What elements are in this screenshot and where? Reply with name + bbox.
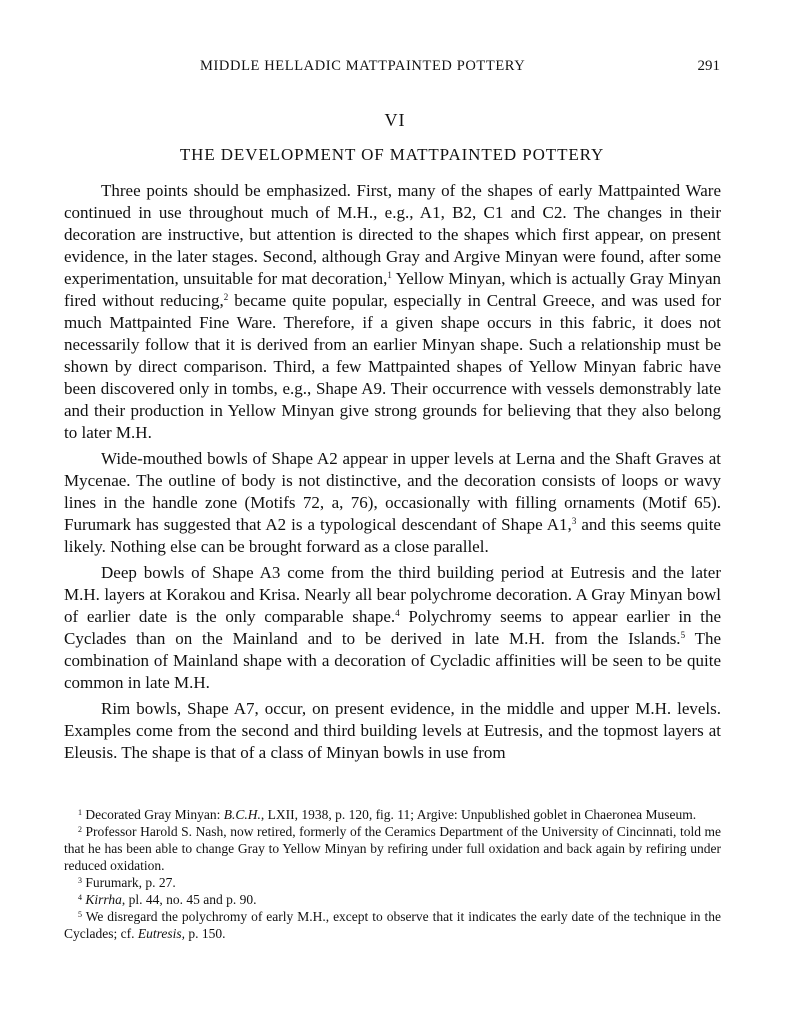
paragraph-text: Three points should be emphasized. First, many of the shapes of early Mattpainted Ware continued in use throughout much of M.H., e.g., A1, B2, C1 and C2. The changes in their decoration are instructive, but attention is directed to the shapes which first appear, on present evidence, in the later stages. Second, although Gray and Argive Minyan were found, after some experimentation, unsuitable for mat decoration, [64, 181, 721, 288]
footnote-text: p. 150. [184, 926, 226, 941]
paragraph-text: Wide-mouthed bowls of Shape A2 appear in upper levels at Lerna and the Shaft Graves at Mycenae. The outline of body is not distinctive, and the decoration consists of loops or wavy lines in the handle zone (Motifs 72, a, 76), occasionally with filling ornaments (Motif 65). Furumark has suggested that A2 is a typological descendant of Shape A1, [64, 449, 721, 534]
footnote-text: We disregard the polychromy of early M.H., except to observe that it indicates the early date of the technique in the Cyclades; cf. [64, 909, 721, 941]
footnote-ref-4[interactable]: 4 [395, 608, 400, 618]
page-number: 291 [697, 58, 720, 74]
footnote-ref-5[interactable]: 5 [680, 630, 686, 640]
footnote-text: Decorated Gray Minyan: [82, 807, 224, 822]
section-title: THE DEVELOPMENT OF MATTPAINTED POTTERY [179, 145, 605, 164]
footnote-text: Furumark, p. 27. [82, 875, 176, 890]
footnote-ref-1[interactable]: 1 [387, 270, 392, 280]
footnote-4 [64, 891, 721, 908]
footnote-number: 5 [78, 910, 82, 919]
footnote-citation: B.C.H. [223, 807, 261, 822]
running-head-title: MIDDLE HELLADIC MATTPAINTED POTTERY [200, 58, 526, 74]
body-text [64, 180, 721, 768]
footnote-number: 4 [78, 893, 82, 902]
paragraph-text: Deep bowls of Shape A3 come from the third building period at Eutresis and the later M.H. layers at Korakou and Krisa. Nearly all bear polychrome decoration. A Gray Minyan bowl of earlier date is the only comparable shape. [64, 563, 721, 626]
footnote-text: , LXII, 1938, p. 120, fig. 11; Argive: Unpublished goblet in Chaeronea Museum. [260, 807, 697, 822]
paragraph-text: Yellow Minyan, which is actually Gray Minyan fired without reducing, [64, 269, 721, 310]
footnote-ref-2[interactable]: 2 [223, 292, 229, 302]
footnote-citation: Eutresis, [137, 926, 185, 941]
footnote-number: 3 [78, 876, 82, 885]
footnote-citation: Kirrha [85, 892, 122, 907]
footnote-text: , pl. 44, no. 45 and p. 90. [121, 892, 257, 907]
running-head [64, 58, 720, 82]
footnote-1 [64, 806, 721, 823]
footnotes [64, 806, 721, 942]
footnote-5 [64, 908, 721, 942]
paragraph-text: and this seems quite likely. Nothing else can be brought forward as a close parallel. [64, 515, 721, 556]
section-number: VI [384, 110, 406, 130]
paragraph-1 [64, 180, 721, 444]
footnote-ref-3[interactable]: 3 [571, 516, 577, 526]
footnote-number: 2 [78, 825, 82, 834]
paragraph-text: Rim bowls, Shape A7, occur, on present evidence, in the middle and upper M.H. levels. Examples come from the second and third building levels at Eutresis, and the topmost layers at Eleusis. The shape is that of a class of Minyan bowls in use from [64, 699, 721, 762]
paragraph-text: became quite popular, especially in Central Greece, and was used for much Mattpainted Fine Ware. Therefore, if a given shape occurs in this fabric, it does not necessarily follow that it is derived from an earlier Minyan shape. Such a relationship must be shown by direct comparison. Third, a few Mattpainted shapes of Yellow Minyan fabric have been discovered only in tombs, e.g., Shape A9. Their occurrence with vessels demonstrably late and their production in Yellow Minyan give strong grounds for believing that they also belong to later M.H. [64, 291, 721, 442]
footnote-number: 1 [78, 808, 82, 817]
paragraph-3 [64, 562, 721, 694]
footnote-2 [64, 823, 721, 874]
footnote-3 [64, 874, 721, 891]
footnote-text: Professor Harold S. Nash, now retired, formerly of the Ceramics Department of the University of Cincinnati, told me that he has been able to change Gray to Yellow Minyan by refiring under full oxidation and back again by refiring under reduced oxidation. [64, 824, 721, 873]
paragraph-text: The combination of Mainland shape with a decoration of Cycladic affinities will be seen to be quite common in late M.H. [64, 629, 721, 692]
paragraph-2 [64, 448, 721, 558]
paragraph-text: Polychromy seems to appear earlier in the Cyclades than on the Mainland and to be derived in late M.H. from the Islands. [64, 607, 721, 648]
paragraph-4 [64, 698, 721, 764]
